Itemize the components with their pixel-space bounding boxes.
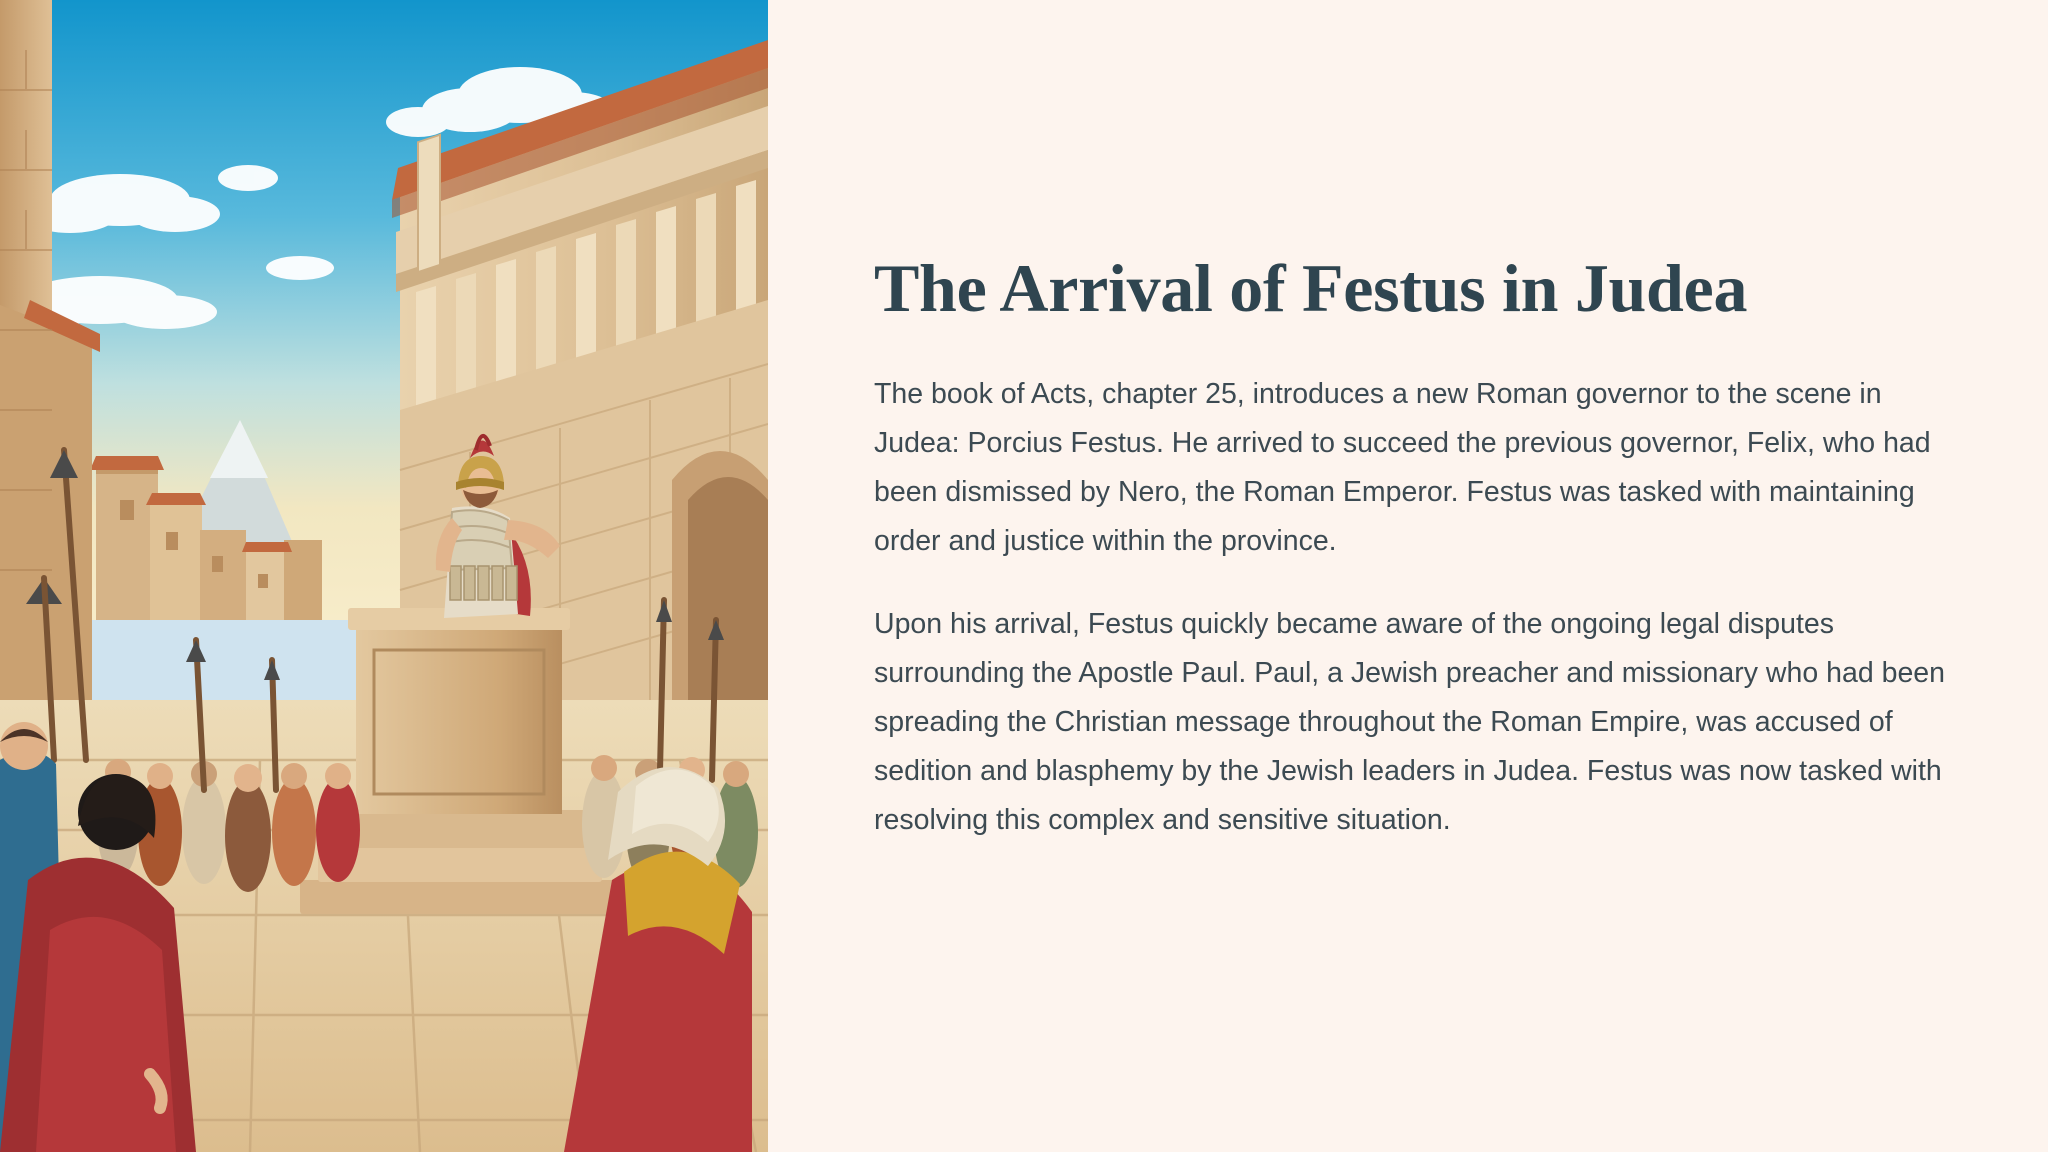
text-panel [768,0,2048,1152]
illustration-panel [0,0,768,1152]
body-paragraph-2: Upon his arrival, Festus quickly became aware of the ongoing legal disputes surrounding the Apostle Paul. Paul, a Jewish preacher and missionary who had been spreading the Christian message throughout the Roman Empire, was accused of sedition and blasphemy by the Jewish leaders in Judea. Festus was now tasked with resolving this complex and sensitive situation. [874,608,1945,837]
roman-governor-addressing-crowd-illustration [0,0,768,1152]
page-title: The Arrival of Festus in Judea [874,250,1748,326]
body-paragraph-1: The book of Acts, chapter 25, introduces a new Roman governor to the scene in Judea: Porcius Festus. He arrived to succeed the previous governor, Felix, who had been dismissed by Nero, the Roman Emperor. Festus was tasked with maintaining order and justice within the province. [874,378,1931,558]
